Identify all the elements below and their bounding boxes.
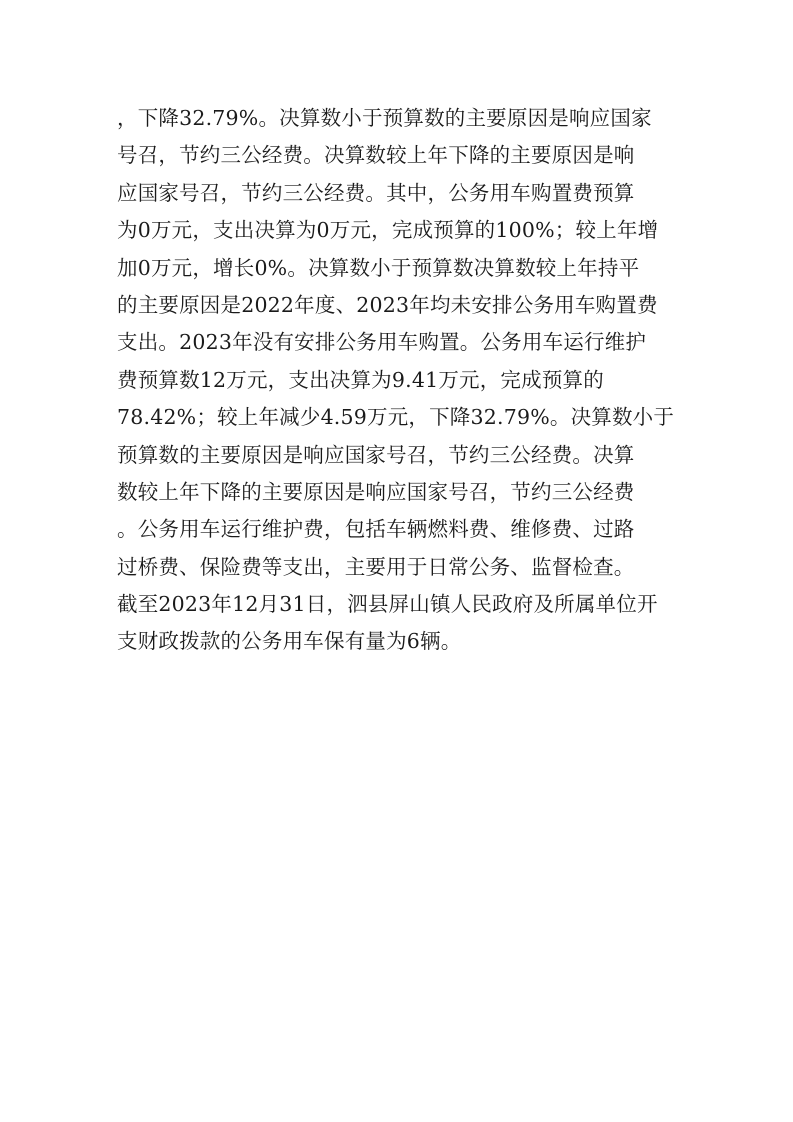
text-line: 过桥费、保险费等支出，主要用于日常公务、监督检查。 bbox=[117, 554, 635, 579]
text-line: 费预算数12万元，支出决算为9.41万元，完成预算的 bbox=[117, 367, 604, 392]
text-line: 加0万元，增长0%。决算数小于预算数决算数较上年持平 bbox=[117, 255, 640, 280]
text-line: 支出。2023年没有安排公务用车购置。公务用车运行维护 bbox=[117, 330, 647, 355]
text-line: ，下降32.79%。决算数小于预算数的主要原因是响应国家 bbox=[117, 106, 652, 130]
text-line: 的主要原因是2022年度、2023年均未安排公务用车购置费 bbox=[117, 292, 658, 317]
text-line: 。公务用车运行维护费，包括车辆燃料费、维修费、过路 bbox=[117, 517, 635, 542]
text-line: 为0万元，支出决算为0万元，完成预算的100%；较上年增 bbox=[117, 218, 659, 243]
text-line: 截至2023年12月31日，泗县屏山镇人民政府及所属单位开 bbox=[117, 592, 658, 617]
text-line: 支财政拨款的公务用车保有量为6辆。 bbox=[117, 629, 462, 654]
text-line: 应国家号召，节约三公经费。其中，公务用车购置费预算 bbox=[117, 180, 635, 205]
body-text bbox=[117, 100, 697, 661]
text-line: 数较上年下降的主要原因是响应国家号召，节约三公经费 bbox=[117, 479, 635, 504]
text-line: 78.42%；较上年减少4.59万元，下降32.79%。决算数小于 bbox=[117, 405, 675, 430]
text-line: 号召，节约三公经费。决算数较上年下降的主要原因是响 bbox=[117, 143, 635, 168]
text-line: 预算数的主要原因是响应国家号召，节约三公经费。决算 bbox=[117, 442, 635, 467]
